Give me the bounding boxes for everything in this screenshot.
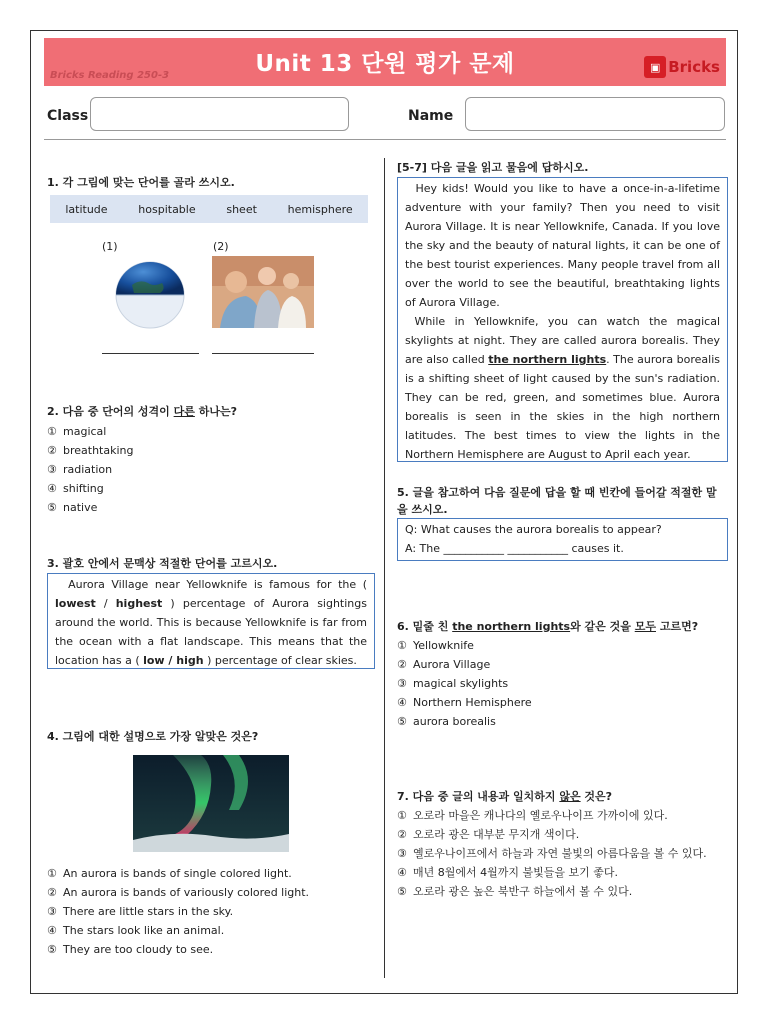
- q7-prompt: 7. 다음 중 글의 내용과 일치하지 않은 것은?: [397, 790, 613, 803]
- logo-mark-icon: ▣: [644, 56, 666, 78]
- q2-option[interactable]: ④ shifting: [47, 482, 104, 495]
- class-label: Class: [47, 108, 89, 124]
- book-subtitle: Bricks Reading 250-3: [50, 70, 170, 81]
- q2-prompt: 2. 다음 중 단어의 성격이 다른 하나는?: [47, 405, 237, 418]
- q1-answer-blank-2[interactable]: [212, 353, 314, 354]
- q2-option[interactable]: ① magical: [47, 425, 107, 438]
- q7-option[interactable]: ⑤ 오로라 광은 높은 북반구 하늘에서 볼 수 있다.: [397, 885, 633, 898]
- word-bank-item: hospitable: [138, 202, 196, 216]
- q4-prompt: 4. 그림에 대한 설명으로 가장 알맞은 것은?: [47, 730, 259, 743]
- q7-options: [397, 806, 721, 901]
- q2-option[interactable]: ③ radiation: [47, 463, 113, 476]
- q5-question: Q: What causes the aurora borealis to appear?: [405, 523, 662, 536]
- q4-option[interactable]: ③ There are little stars in the sky.: [47, 905, 234, 918]
- word-bank: [50, 195, 368, 223]
- globe-hemisphere-image: [112, 255, 188, 331]
- q1-answer-blank-1[interactable]: [102, 353, 199, 354]
- bricks-logo: [644, 56, 720, 78]
- name-label: Name: [408, 108, 454, 124]
- q7-option[interactable]: ④ 매년 8월에서 4월까지 불빛들을 보기 좋다.: [397, 866, 618, 879]
- column-divider: [384, 158, 385, 978]
- q4-options: [47, 864, 309, 959]
- page-title: Unit 13 단원 평가 문제: [255, 51, 515, 77]
- q4-option[interactable]: ④ The stars look like an animal.: [47, 924, 225, 937]
- q3-passage-box: Aurora Village near Yellowknife is famous for the ( lowest / highest ) percentage of Aurora sightings around the world. This is because Yellowknife is far from the ocean with a flat landscape. This means that the location has a ( low / high ) percentage of clear skies.: [47, 573, 375, 669]
- q6-options: [397, 636, 532, 731]
- q4-option[interactable]: ⑤ They are too cloudy to see.: [47, 943, 214, 956]
- name-field[interactable]: [465, 97, 725, 131]
- passage-prompt: [5-7] 다음 글을 읽고 물음에 답하시오.: [397, 161, 589, 174]
- q2-option[interactable]: ⑤ native: [47, 501, 98, 514]
- aurora-image: [133, 755, 289, 852]
- q7-option[interactable]: ② 오로라 광은 대부분 무지개 색이다.: [397, 828, 580, 841]
- word-bank-item: sheet: [226, 202, 257, 216]
- q1-image2-label: (2): [213, 240, 229, 253]
- reading-passage-box: [397, 177, 728, 462]
- q1-image1-label: (1): [102, 240, 118, 253]
- header-divider: [44, 139, 726, 140]
- q2-options: [47, 422, 134, 517]
- q4-option[interactable]: ① An aurora is bands of single colored light.: [47, 867, 292, 880]
- word-bank-item: latitude: [65, 202, 108, 216]
- q6-option[interactable]: ④ Northern Hemisphere: [397, 696, 532, 709]
- class-field[interactable]: [90, 97, 349, 131]
- q7-option[interactable]: ① 오로라 마을은 캐나다의 옐로우나이프 가까이에 있다.: [397, 809, 668, 822]
- title-banner: [44, 38, 726, 86]
- word-bank-item: hemisphere: [287, 202, 353, 216]
- passage-paragraph-1: Hey kids! Would you like to have a once-in-a-lifetime adventure with your family? Then you need to visit Aurora Village. It is near Yellowknife, Canada. If you love the sky and the beauty of natural lights, it can be one of the best tourist experiences. Many people travel from all over the world to see the beautiful, breathtaking lights of Aurora Village.: [405, 182, 721, 309]
- logo-text: Bricks: [668, 58, 720, 76]
- q3-prompt: 3. 괄호 안에서 문맥상 적절한 단어를 고르시오.: [47, 557, 278, 570]
- q5-prompt: 5. 글을 참고하여 다음 질문에 답을 할 때 빈칸에 들어갈 적절한 말을 쓰시오.: [397, 486, 717, 516]
- q7-option[interactable]: ③ 옐로우나이프에서 하늘과 자연 불빛의 아름다움을 볼 수 있다.: [397, 847, 707, 860]
- q6-option[interactable]: ⑤ aurora borealis: [397, 715, 496, 728]
- q6-option[interactable]: ① Yellowknife: [397, 639, 474, 652]
- hospitable-people-image: [212, 256, 314, 328]
- q4-option[interactable]: ② An aurora is bands of variously colored light.: [47, 886, 310, 899]
- q6-option[interactable]: ② Aurora Village: [397, 658, 491, 671]
- q6-option[interactable]: ③ magical skylights: [397, 677, 509, 690]
- q1-prompt: 1. 각 그림에 맞는 단어를 골라 쓰시오.: [47, 176, 235, 189]
- q5-qa-box: [397, 518, 728, 561]
- q5-answer[interactable]: A: The ___________ ___________ causes it.: [405, 542, 624, 555]
- passage-paragraph-2: While in Yellowknife, you can watch the magical skylights at night. They are called aurora borealis. They are also called the northern lights. The aurora borealis is a shifting sheet of light caused by the sun's radiation. They can be red, green, and sometimes blue. Aurora borealis is seen in the skies in the high northern latitudes. The best times to view the lights in the Northern Hemisphere are August to April each year.: [405, 315, 721, 461]
- q6-prompt: 6. 밑줄 친 the northern lights와 같은 것을 모두 고르면?: [397, 620, 699, 633]
- q2-option[interactable]: ② breathtaking: [47, 444, 134, 457]
